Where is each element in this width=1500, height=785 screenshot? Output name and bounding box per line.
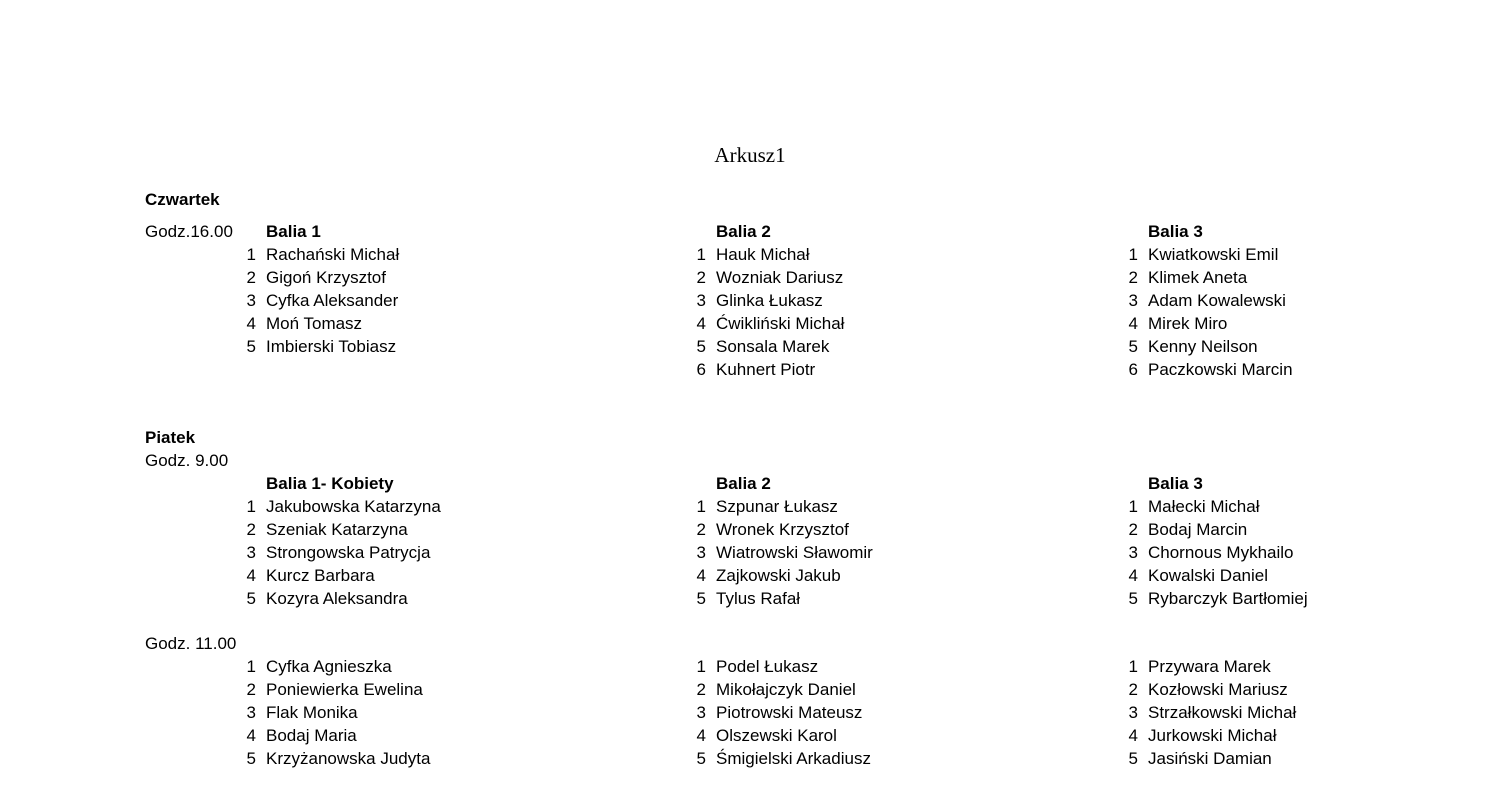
entry-name: Kuhnert Piotr [716,360,816,379]
entry-number: 3 [1128,703,1138,722]
entry-name: Strongowska Patrycja [266,543,431,562]
session-time: Godz. 11.00 [145,634,237,653]
entry-number: 5 [696,589,706,608]
entry-name: Adam Kowalewski [1148,291,1286,310]
group-header: Balia 3 [1148,474,1203,493]
entry-number: 5 [1128,337,1138,356]
entry-name: Flak Monika [266,703,358,722]
entry-number: 2 [696,520,706,539]
entry-name: Szpunar Łukasz [716,497,838,516]
entry-number: 5 [1128,589,1138,608]
entry-number: 6 [696,360,706,379]
entry-name: Mirek Miro [1148,314,1228,333]
entry-name: Glinka Łukasz [716,291,823,310]
entry-name: Wronek Krzysztof [716,520,849,539]
entry-number: 2 [1128,520,1138,539]
entry-number: 4 [696,314,706,333]
entry-number: 5 [246,589,256,608]
entry-number: 3 [696,291,706,310]
entry-number: 4 [246,726,256,745]
entry-name: Cyfka Aleksander [266,291,399,310]
entry-number: 1 [696,657,706,676]
entry-number: 3 [246,703,256,722]
session-time: Godz. 9.00 [145,451,229,470]
entry-number: 3 [696,703,706,722]
entry-name: Mikołajczyk Daniel [716,680,856,699]
entry-name: Śmigielski Arkadiusz [716,749,871,768]
entry-name: Jakubowska Katarzyna [266,497,441,516]
entry-name: Klimek Aneta [1148,268,1248,287]
entry-name: Tylus Rafał [716,589,801,608]
entry-number: 4 [696,726,706,745]
entry-name: Przywara Marek [1148,657,1271,676]
entry-number: 5 [246,749,256,768]
entry-number: 1 [246,657,256,676]
entry-number: 3 [246,291,256,310]
entry-name: Zajkowski Jakub [716,566,841,585]
entry-number: 4 [696,566,706,585]
entry-name: Olszewski Karol [716,726,837,745]
entry-number: 3 [1128,291,1138,310]
entry-number: 1 [1128,657,1138,676]
entry-name: Kwiatkowski Emil [1148,245,1279,264]
entry-name: Kowalski Daniel [1148,566,1268,585]
entry-name: Kurcz Barbara [266,566,375,585]
group-header: Balia 2 [716,474,771,493]
entry-name: Rachański Michał [266,245,400,264]
entry-name: Sonsala Marek [716,337,830,356]
entry-number: 1 [696,497,706,516]
entry-name: Bodaj Maria [266,726,357,745]
entry-name: Szeniak Katarzyna [266,520,408,539]
entry-number: 2 [246,268,256,287]
entry-number: 4 [246,314,256,333]
entry-name: Chornous Mykhailo [1148,543,1294,562]
entry-number: 2 [246,680,256,699]
entry-number: 6 [1128,360,1138,379]
entry-name: Cyfka Agnieszka [266,657,392,676]
entry-number: 4 [1128,726,1138,745]
entry-name: Wozniak Dariusz [716,268,844,287]
entry-number: 1 [246,245,256,264]
entry-number: 5 [1128,749,1138,768]
entry-name: Kozłowski Mariusz [1148,680,1288,699]
entry-number: 1 [246,497,256,516]
entry-name: Krzyżanowska Judyta [266,749,431,768]
group-header: Balia 3 [1148,222,1203,241]
entry-number: 5 [696,337,706,356]
session-time: Godz.16.00 [145,222,233,241]
entry-name: Imbierski Tobiasz [266,337,397,356]
day-heading-piatek: Piatek [145,428,196,447]
group-header: Balia 2 [716,222,771,241]
entry-name: Strzałkowski Michał [1148,703,1297,722]
entry-name: Piotrowski Mateusz [716,703,863,722]
entry-name: Rybarczyk Bartłomiej [1148,589,1308,608]
entry-name: Jasiński Damian [1148,749,1272,768]
entry-number: 5 [246,337,256,356]
entry-number: 2 [246,520,256,539]
entry-name: Ćwikliński Michał [716,314,845,333]
entry-number: 4 [1128,314,1138,333]
entry-number: 4 [246,566,256,585]
entry-name: Bodaj Marcin [1148,520,1248,539]
entry-name: Poniewierka Ewelina [266,680,423,699]
entry-name: Hauk Michał [716,245,810,264]
entry-number: 2 [696,680,706,699]
entry-number: 2 [696,268,706,287]
group-header: Balia 1- Kobiety [266,474,394,493]
entry-number: 4 [1128,566,1138,585]
entry-number: 3 [246,543,256,562]
sheet-title: Arkusz1 [714,143,786,167]
entry-name: Paczkowski Marcin [1148,360,1293,379]
entry-number: 3 [1128,543,1138,562]
entry-name: Kenny Neilson [1148,337,1258,356]
entry-number: 1 [1128,497,1138,516]
entry-name: Jurkowski Michał [1148,726,1277,745]
entry-name: Wiatrowski Sławomir [716,543,873,562]
entry-name: Podel Łukasz [716,657,819,676]
entry-number: 1 [696,245,706,264]
day-heading-czwartek: Czwartek [145,190,220,209]
entry-number: 2 [1128,268,1138,287]
entry-number: 2 [1128,680,1138,699]
group-header: Balia 1 [266,222,321,241]
entry-name: Małecki Michał [1148,497,1260,516]
entry-number: 3 [696,543,706,562]
entry-name: Kozyra Aleksandra [266,589,408,608]
entry-number: 5 [696,749,706,768]
entry-name: Moń Tomasz [266,314,363,333]
entry-name: Gigoń Krzysztof [266,268,386,287]
entry-number: 1 [1128,245,1138,264]
